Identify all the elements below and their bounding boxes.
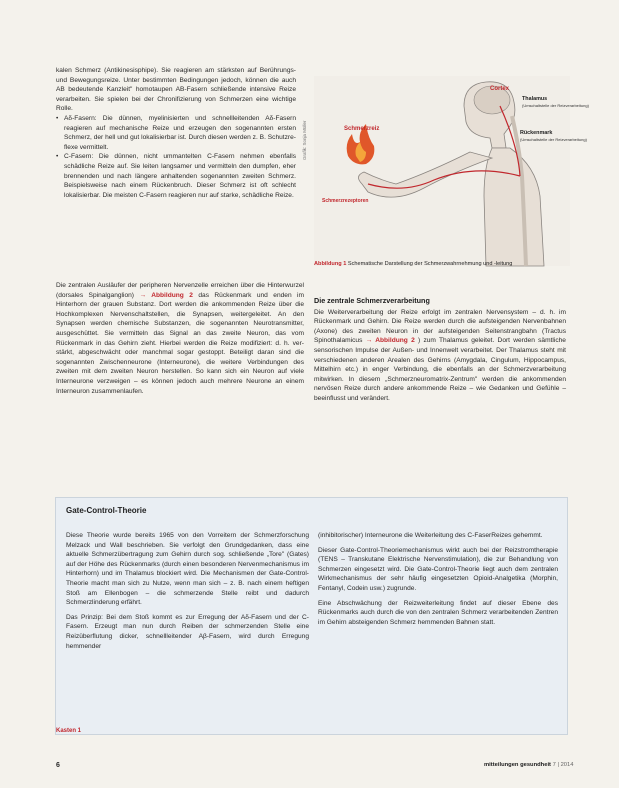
- caption-text: Schematische Darstellung der Schmerzwahrnehmung und -leitung: [347, 261, 513, 267]
- box-title: Gate-Control-Theorie: [66, 506, 147, 515]
- label-thalamus: Thalamus: [522, 96, 548, 102]
- journal-name: mitteilungen gesundheit: [484, 762, 551, 768]
- label-schmerzreiz: Schmerzreiz: [344, 126, 380, 132]
- label-rueckenmark-sub: (Umschaltstelle der Reizverarbeitung): [520, 137, 587, 142]
- box-label: Kasten 1: [56, 728, 82, 734]
- box-column-right: [318, 531, 558, 632]
- fiber-bullet-list: [56, 114, 296, 200]
- box-paragraph: (inhibitorischer) Interneurone die Weiterleitung des C-FaserReizes gehemmt.: [318, 532, 543, 539]
- bullet-a-delta: • Aδ-Fasern: Die dünnen, myelinisierten und schnellleitenden Aδ-Fasern reagieren auf mechanische Reize und erzeugen den sogenannten ersten Schmerz, der hell und gut lokalisierbar ist. Durch diesen werden z. B. Schutzreflexe vermittelt.: [56, 114, 296, 152]
- label-nozizeptoren: Schmerzrezeptoren: [322, 198, 369, 204]
- pain-pathway-illustration: [314, 76, 589, 266]
- page-number: 6: [56, 762, 60, 769]
- figure-reference-link-2: → Abbildung 2: [365, 337, 415, 345]
- box-paragraph: Dieser Gate-Control-Theoriemechanismus wirkt auch bei der Reizstromtherapie (TENS – Transkutane Elektrische Nervenstimulation), die zur Behandlung von Schmerzen eingesetzt wird. Die Gate-Control-Theorie liegt auch dem zentralen Wirkmechanismus der sehr häufig eingesetzten Opioid-Analgetika (Morphin, Fentanyl, Codein usw.) zugrunde.: [318, 546, 558, 592]
- right-main-column: [314, 296, 566, 404]
- journal-footer: [484, 762, 573, 768]
- box-paragraph: Diese Theorie wurde bereits 1965 von den Vorreitern der Schmerzforschung Melzack und Wall beschrieben. Sie verfolgt den Grundgedanken, dass eine aktuelle Schmerzübertragung zum Gehirn durch sog. schließende „Tore" (Gates) auf der Höhe des Rückenmarks (durch einen besonderen Nervenmechanismus im Hinterhorn) und im Thalamus blockiert wird. Die Mechanismen der Gate-Control-Theorie macht man sich zu Nutze, wenn man sich – z. B. nach einem heftigen Stoß am Ellenbogen – die schmerzende Stelle reibt und dadurch Schmerzlinderung erfährt.: [66, 532, 309, 607]
- gate-control-box: [55, 497, 568, 735]
- left-text-part1: Die zentralen Ausläufer der peripheren Nervenzelle erreichen über die Hinterwurzel (dorsales Spinalganglion): [56, 282, 304, 299]
- figure-reference-link: → Abbildung 2: [139, 291, 193, 299]
- figure-credit: Grafik: Sonja Müller: [302, 120, 307, 160]
- left-main-column: [56, 281, 304, 396]
- intro-column: [56, 66, 296, 200]
- label-thalamus-sub: (Umschaltstelle der Reizverarbeitung): [522, 103, 589, 108]
- journal-issue: 7 | 2014: [552, 762, 574, 768]
- figure-pain-pathway: [314, 76, 589, 266]
- figure-caption: [314, 261, 574, 268]
- left-text-part2: das Rückenmark und enden im Hinterhorn der grauen Substanz. Dort werden die ankommenden Reize über die Hochkomplexen Nervenschaltstellen, die Synapsen, weitergeleitet. An den Synapsen werden chemische Substanzen, die sogenannten Neurotransmitter, ausgeschüttet. Sie vermitteln das Signal an das zweite Neuron, das vom Rückenmark in das Gehirn zieht. Hierbei werden die Reize modifiziert: d. h. verstärkt, abgeschwächt oder manchmal sogar gestoppt. Beteiligt daran sind die sogenannten Zwischenneurone (Interneurone), die weitere Verbindungen des zweiten mit dem zweiten Neuron herstellen. So kann sich ein Neuron auf viele Interneurone verzweigen – es können jedoch auch mehrere Neurone an einem Interneuron zusammenlaufen.: [56, 291, 304, 395]
- box-paragraph: Eine Abschwächung der Reizweiterleitung findet auf dieser Ebene des Rückenmarks auch durch die von den zentralen Schmerz verarbeitenden Zentren im Gehirn absteigenden Schmerz hemmenden Bahnen statt.: [318, 599, 558, 626]
- section-heading: Die zentrale Schmerzverarbeitung: [314, 296, 430, 305]
- right-text-part2: ) zum Thalamus geleitet. Dort werden sämtliche sensorischen Impulse der Außen- und Innenwelt verarbeitet. Der Thalamus steht mit verschiedenen anderen Arealen des Gehirns (Amygdala, Cingulum, Hippocampus, Mittelhirn etc.) in enger Verbindung, die ebenfalls an der Schmerzverarbeitung mitwirken. In diesem „Schmerzneuromatrix-Zentrum" werden die ankommenden nervösen Reize durch andere ankommende Reize – wie Gedanken und Gefühle – beeinflusst und verändert.: [314, 337, 566, 402]
- intro-paragraph: kalen Schmerz (Antikinesisphipe). Sie reagieren am stärksten auf Berührungs- und Bewegungsreize. Unter bestimmten Bedingungen jedoch, können die auch AB bedeutende Kanzleit" homotaupen AB-Fasern schließende intensive Reize verarbeiten. Sie spielen bei der Chronifizierung von Schmerzen eine wichtige Rolle.: [56, 67, 296, 113]
- right-text-part1: Die Weiterverarbeitung der Reize erfolgt im zentralen Nervensystem – d. h. im Rückenmark und Gehirn. Die Reize werden durch die aufsteigenden Nervenbahnen (Axone) des zweiten Neuron in der aufsteigenden Seitenstrangbahn (Tractus Spinothalamicus: [314, 308, 566, 345]
- box-column-left: [66, 531, 309, 656]
- box-paragraph: Das Prinzip: Bei dem Stoß kommt es zur Erregung der Aδ-Fasern und der C-Fasern. Erzeugt man nun durch Reiben der schmerzenden Stelle eine Reizüberflutung dicker, schnellleitender Aβ-Fasern, wird durch Erregung hemmender: [66, 613, 309, 650]
- label-rueckenmark: Rückenmark: [520, 130, 553, 136]
- bullet-c-fasern: • C-Fasern: Die dünnen, nicht ummantelten C-Fasern nehmen ebenfalls schädliche Reize auf. Sie leiten langsamer und vermitteln den dumpfen, eher brennenden und nach längere anhaltenden sogenannten zweiten Schmerz. Beispielsweise nach einem Rückenbruch. Dieser Schmerz ist oft schlecht lokalisierbar. Die meisten C-Fasern reagieren nur auf starke, schädliche Reize.: [56, 152, 296, 200]
- label-cortex: Cortex: [490, 86, 510, 92]
- caption-number: Abbildung 1: [314, 261, 347, 267]
